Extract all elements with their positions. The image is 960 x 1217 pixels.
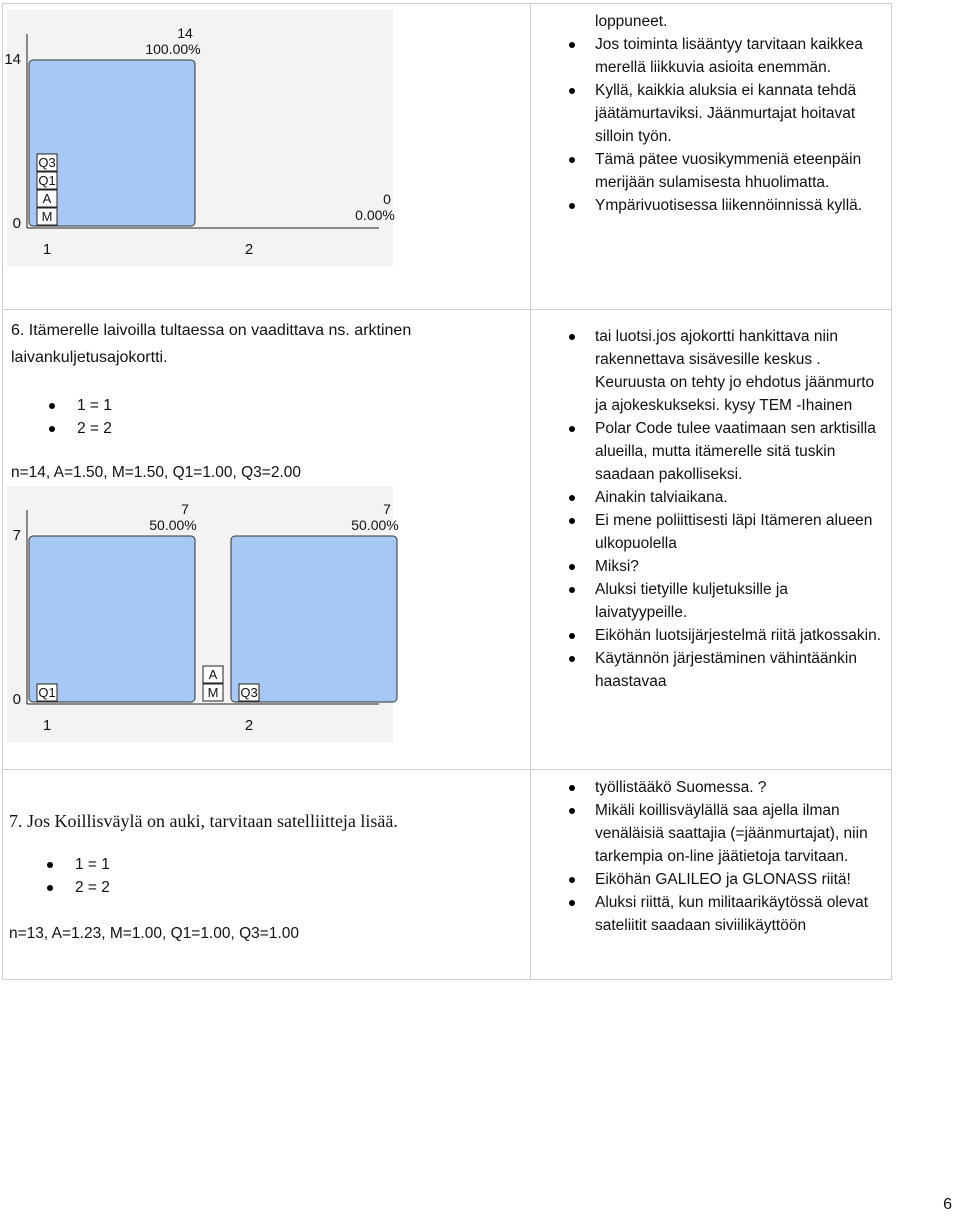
q7-stats: n=13, A=1.23, M=1.00, Q1=1.00, Q3=1.00 (9, 925, 299, 942)
q6-comment-item: Ainakin talviaikana. (561, 486, 883, 509)
q5-comment-item: loppuneet. (595, 13, 668, 30)
q5-comment-item: Kyllä, kaikkia aluksia ei kannata tehdä jäätämurtaviksi. Jäänmurtajat hoitavat silloin työn. (561, 79, 879, 148)
q6-option-item: 1 = 1 (11, 394, 530, 417)
x-tick-label: 2 (244, 241, 254, 258)
q7-comment-item: Aluksi riittä, kun militaarikäytössä olevat sateliitit saadaan siviilikäyttöön (561, 891, 883, 937)
q7-comment-item: työllistääkö Suomessa. ? (561, 776, 883, 799)
q7-comment-item: Mikäli koillisväylällä saa ajella ilman venäläisiä saattajia (=jäänmurtajat), niin tarkempia on-line jäätietoja tarvitaan. (561, 799, 883, 868)
chart-q5 (4, 10, 395, 267)
q6-comment-item: tai luotsi.jos ajokortti hankittava niin rakennettava sisävesille keskus . Keuruusta on tehty jo ehdotus jäänmurto ja ajokeskukseksi. kysy TEM -Ihainen (561, 325, 883, 417)
q7-comments-list (561, 776, 883, 937)
bar (29, 536, 195, 702)
q6-comment-item: Ei mene poliittisesti läpi Itämeren alueen ulkopuolella (561, 509, 883, 555)
q7-title: 7. Jos Koillisväylä on auki, tarvitaan satelliitteja lisää. (9, 811, 398, 831)
q6-option-item: 2 = 2 (11, 417, 530, 440)
bar-value-label: 0 (383, 191, 391, 207)
q5-comments-list (561, 10, 879, 217)
q6-comments-list (561, 325, 883, 693)
bar (231, 536, 397, 702)
q6-stats: n=14, A=1.50, M=1.50, Q1=1.00, Q3=2.00 (11, 464, 301, 481)
page-number: 6 (943, 1196, 952, 1213)
q6-right-cell (530, 309, 892, 770)
bar-value-label: 14 (177, 25, 193, 41)
q6-comment-item: Miksi? (561, 555, 883, 578)
bar-value-label: 7 (383, 501, 391, 517)
x-tick-label: 1 (42, 241, 52, 258)
q5-left-cell (2, 3, 531, 310)
y-tick-label: 7 (12, 527, 21, 544)
marker-label: Q1 (38, 173, 56, 188)
marker-label: Q3 (240, 685, 258, 700)
marker-label: M (41, 209, 53, 224)
marker-label: A (42, 191, 52, 206)
marker-label: A (208, 667, 218, 682)
chart-q5-svg (4, 10, 395, 267)
bar-percent-label: 100.00% (145, 41, 201, 57)
q6-comment-item: Käytännön järjestäminen vähintäänkin haastavaa (561, 647, 883, 693)
q5-comment-item: Tämä pätee vuosikymmeniä eteenpäin merijään sulamisesta hhuolimatta. (561, 148, 879, 194)
marker-label: Q3 (38, 155, 56, 170)
q6-comment-item: Aluksi tietyille kuljetuksille ja laivatyypeille. (561, 578, 883, 624)
q7-option-item: 1 = 1 (9, 853, 530, 876)
q5-right-cell (530, 3, 892, 310)
q7-options-list (9, 853, 530, 899)
bar-percent-label: 0.00% (355, 207, 395, 223)
x-tick-label: 2 (244, 717, 254, 734)
marker-label: M (207, 685, 219, 700)
marker-label: Q1 (38, 685, 56, 700)
bar-percent-label: 50.00% (149, 517, 197, 533)
q7-comment-item: Eiköhän GALILEO ja GLONASS riitä! (561, 868, 883, 891)
y-tick-label: 14 (4, 51, 21, 68)
q6-comment-item: Eiköhän luotsijärjestelmä riitä jatkossakin. (561, 624, 883, 647)
x-tick-label: 1 (42, 717, 52, 734)
q6-comment-item: Polar Code tulee vaatimaan sen arktisilla alueilla, mutta itämerelle sitä tuskin saadaan pakolliseksi. (561, 417, 883, 486)
q7-left-cell (2, 769, 531, 980)
chart-q6 (7, 486, 399, 742)
q7-right-cell (530, 769, 892, 980)
q5-comment-item: Jos toiminta lisääntyy tarvitaan kaikkea merellä liikkuvia asioita enemmän. (561, 33, 879, 79)
q5-comment-item: Ympärivuotisessa liikennöinnissä kyllä. (561, 194, 879, 217)
bar-percent-label: 50.00% (351, 517, 399, 533)
y-tick-label: 0 (12, 215, 21, 232)
q6-title: 6. Itämerelle laivoilla tultaessa on vaadittava ns. arktinen laivankuljetusajokortti. (11, 322, 412, 366)
q6-left-cell (2, 309, 531, 770)
chart-q6-svg (7, 486, 399, 742)
bar-value-label: 7 (181, 501, 189, 517)
q6-options-list (11, 394, 530, 440)
q7-option-item: 2 = 2 (9, 876, 530, 899)
y-tick-label: 0 (12, 691, 21, 708)
